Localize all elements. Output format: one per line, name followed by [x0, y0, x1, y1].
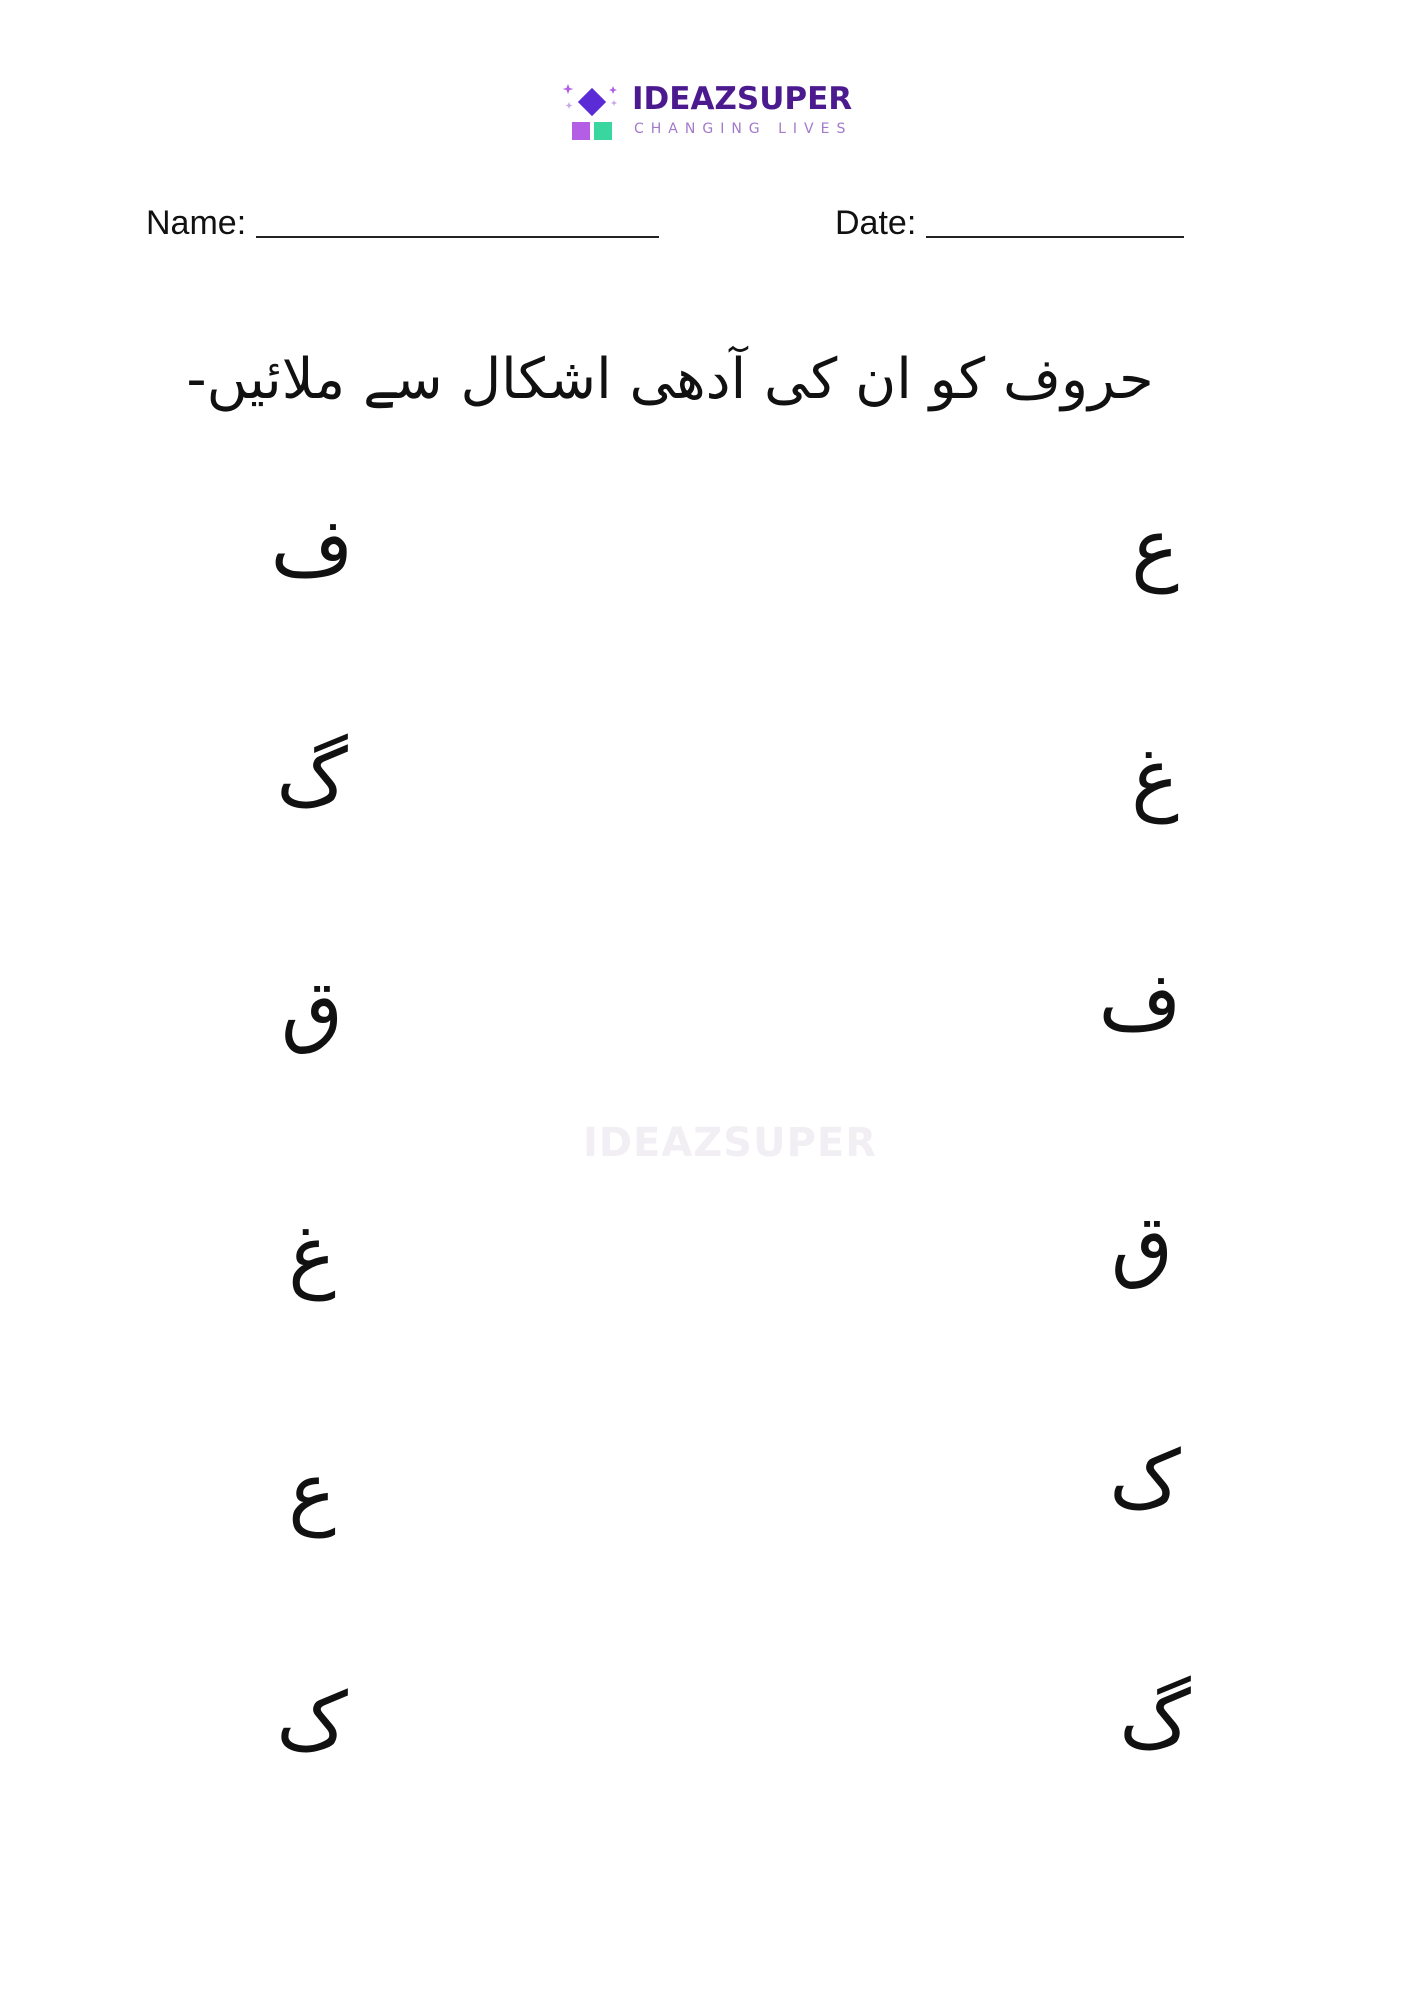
instruction-heading: حروف کو ان کی آدھی اشکال سے ملائیں- — [186, 347, 1154, 412]
date-label: Date: — [835, 204, 917, 242]
right-letter-5: ک — [1109, 1433, 1181, 1526]
right-letter-6: گ — [1119, 1673, 1191, 1766]
right-letter-3: ف — [1098, 955, 1182, 1048]
watermark: IDEAZSUPER — [582, 1120, 878, 1166]
left-letter-4: غ — [288, 1208, 336, 1301]
right-letter-4: ق — [1110, 1198, 1174, 1291]
stacked-blocks-icon — [560, 78, 628, 144]
name-blank-line[interactable] — [256, 236, 659, 238]
brand-tagline: CHANGING LIVES — [634, 121, 853, 137]
left-letter-3: ق — [280, 963, 344, 1056]
left-letter-5: ع — [288, 1445, 336, 1538]
right-letter-2: غ — [1131, 731, 1179, 824]
date-field — [835, 203, 1184, 243]
right-letter-1: ع — [1131, 501, 1179, 594]
left-letter-6: ک — [276, 1675, 348, 1768]
left-letter-1: ف — [270, 501, 354, 594]
name-label: Name: — [146, 204, 247, 242]
name-field — [146, 203, 659, 243]
brand-logo — [560, 78, 870, 148]
date-blank-line[interactable] — [926, 236, 1184, 238]
brand-name: IDEAZSUPER — [632, 81, 853, 117]
left-letter-2: گ — [276, 731, 348, 824]
